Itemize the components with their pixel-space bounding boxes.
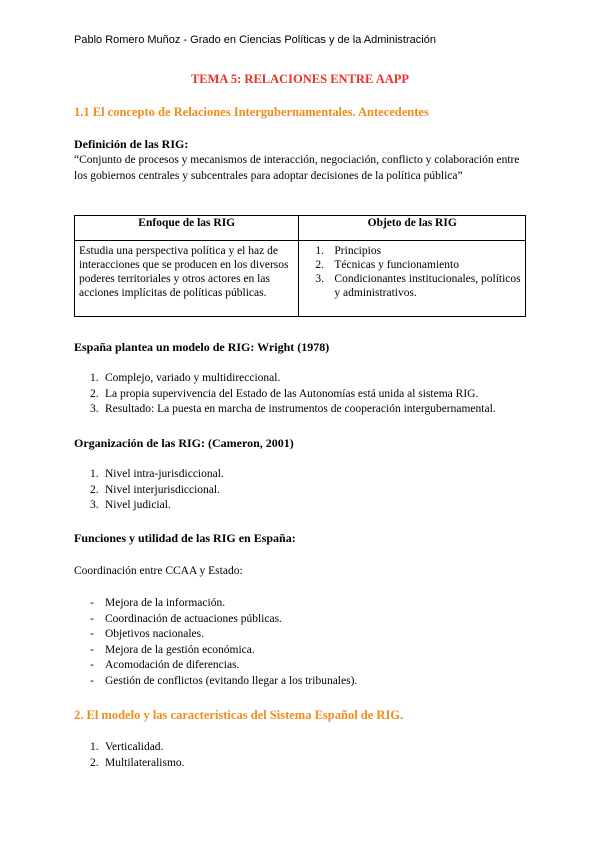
table-header-enfoque: Enfoque de las RIG (75, 216, 299, 241)
funciones-heading: Funciones y utilidad de las RIG en España: (74, 531, 296, 545)
list-item: 2. Multilateralismo. (90, 756, 185, 769)
list-item: 1. Complejo, variado y multidireccional. (90, 372, 281, 384)
list-item: 2. Nivel interjurisdiccional. (90, 483, 220, 496)
funciones-intro: Coordinación entre CCAA y Estado: (74, 565, 243, 577)
section-2-heading: 2. El modelo y las características del Sistema Español de RIG. (74, 708, 404, 722)
document-title: TEMA 5: RELACIONES ENTRE AAPP (190, 72, 410, 86)
table-cell-objeto (299, 241, 526, 317)
section-2-list (74, 740, 185, 771)
cameron-list (74, 467, 224, 514)
wright-list (74, 371, 496, 418)
list-item: 1. Principios (315, 245, 382, 257)
definition-heading: Definición de las RIG: (74, 137, 189, 151)
definition-text: “Conjunto de procesos y mecanismos de interacción, negociación, conflicto y colaboración entre los gobiernos centrales y subcentrales para adoptar decisiones de la política pública” (74, 154, 520, 182)
list-item: - Acomodación de diferencias. (90, 659, 240, 671)
list-item: 3. Nivel judicial. (90, 499, 171, 511)
table-cell-enfoque: Estudia una perspectiva política y el haz de interacciones que se producen en los diversos poderes territoriales y otros actores en las acciones implícitas de políticas públicas. (75, 241, 299, 317)
page-header: Pablo Romero Muñoz - Grado en Ciencias Políticas y de la Administración (74, 34, 436, 46)
list-item: 2. La propia supervivencia del Estado de las Autonomías está unida al sistema RIG. (90, 387, 479, 400)
section-1-heading: 1.1 El concepto de Relaciones Intergubernamentales. Antecedentes (74, 105, 429, 119)
list-item: - Mejora de la información. (90, 597, 226, 609)
list-item: 3. Condicionantes institucionales, políticos y administrativos. (315, 273, 521, 299)
list-item: - Gestión de conflictos (evitando llegar a los tribunales). (90, 674, 358, 687)
wright-heading: España plantea un modelo de RIG: Wright (1978) (74, 340, 330, 354)
list-item: - Coordinación de actuaciones públicas. (90, 612, 282, 625)
list-item: 1. Nivel intra-jurisdiccional. (90, 468, 224, 480)
list-item: 2. Técnicas y funcionamiento (315, 259, 459, 271)
table-header-objeto: Objeto de las RIG (299, 216, 526, 241)
list-item: 1. Verticalidad. (90, 741, 164, 753)
list-item: 3. Resultado: La puesta en marcha de instrumentos de cooperación intergubernamental. (90, 403, 496, 415)
funciones-list (74, 596, 357, 689)
rig-table (74, 215, 526, 317)
cameron-heading: Organización de las RIG: (Cameron, 2001) (74, 436, 294, 450)
list-item: - Objetivos nacionales. (90, 628, 205, 640)
list-item: - Mejora de la gestión económica. (90, 643, 255, 656)
